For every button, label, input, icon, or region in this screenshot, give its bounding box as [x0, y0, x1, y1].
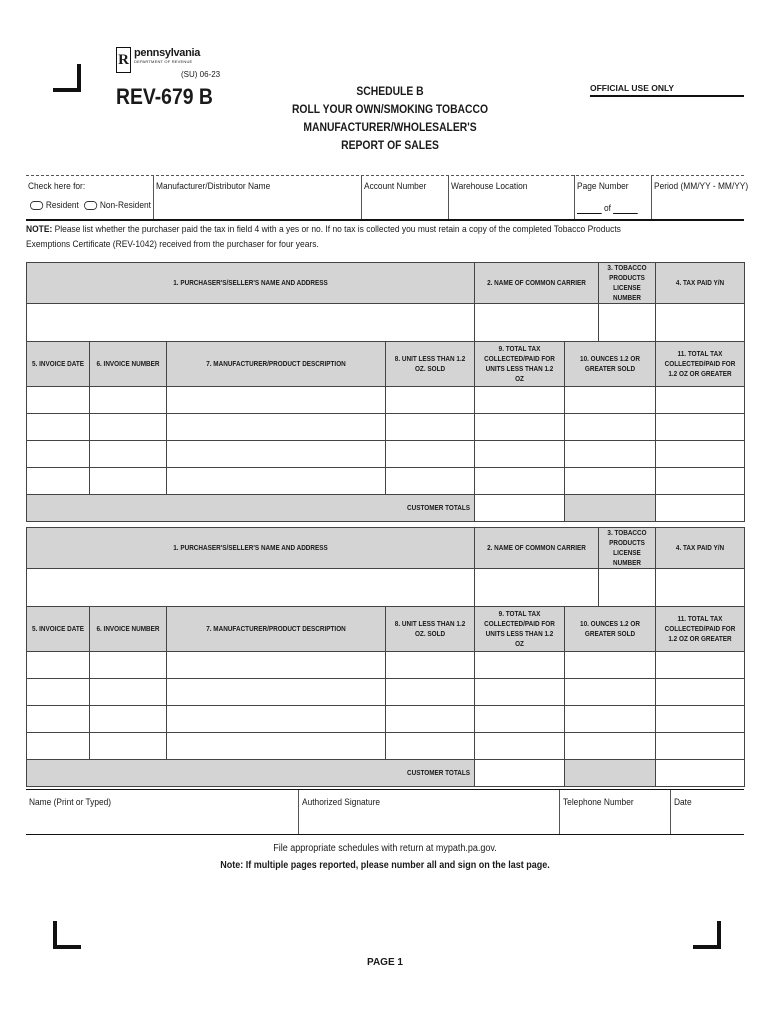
total-tax-greater-cell[interactable]: [656, 495, 745, 522]
ounces-greater-cell[interactable]: [565, 414, 656, 441]
footer-instructions: File appropriate schedules with return at mypath.pa.gov.: [273, 843, 497, 854]
invoice-date-cell[interactable]: [27, 468, 90, 495]
tax-less-header: 9. TOTAL TAX COLLECTED/PAID FOR UNITS LESS THAN 1.2 OZ: [475, 607, 565, 652]
tax-greater-cell[interactable]: [656, 387, 745, 414]
invoice-date-header: 5. INVOICE DATE: [27, 607, 90, 652]
sig-divider: [559, 790, 560, 834]
tax-less-cell[interactable]: [475, 652, 565, 679]
tax-less-cell[interactable]: [475, 468, 565, 495]
purchaser-name-input[interactable]: [27, 569, 475, 607]
common-carrier-header: 2. NAME OF COMMON CARRIER: [475, 263, 599, 304]
sig-divider: [670, 790, 671, 834]
customer-totals-label: CUSTOMER TOTALS: [27, 495, 475, 522]
manufacturer-name-field[interactable]: Manufacturer/Distributor Name: [156, 181, 271, 192]
non-resident-radio[interactable]: [84, 201, 97, 210]
invoice-number-header: 6. INVOICE NUMBER: [90, 607, 167, 652]
tax-paid-input[interactable]: [656, 304, 745, 342]
product-description-header: 7. MANUFACTURER/PRODUCT DESCRIPTION: [167, 607, 386, 652]
product-description-cell[interactable]: [167, 441, 386, 468]
table-row: [27, 387, 745, 414]
invoice-date-cell[interactable]: [27, 733, 90, 760]
product-description-header: 7. MANUFACTURER/PRODUCT DESCRIPTION: [167, 342, 386, 387]
logo-dept: DEPARTMENT OF REVENUE: [134, 59, 193, 64]
product-description-cell[interactable]: [167, 733, 386, 760]
product-description-cell[interactable]: [167, 468, 386, 495]
invoice-number-cell[interactable]: [90, 652, 167, 679]
table-row: [27, 468, 745, 495]
authorized-signature-field[interactable]: Authorized Signature: [302, 797, 381, 808]
units-less-cell[interactable]: [386, 468, 475, 495]
units-less-cell[interactable]: [386, 441, 475, 468]
invoice-date-cell[interactable]: [27, 414, 90, 441]
invoice-number-cell[interactable]: [90, 387, 167, 414]
units-less-cell[interactable]: [386, 652, 475, 679]
non-resident-option[interactable]: [84, 200, 151, 211]
resident-label: Resident: [45, 200, 79, 211]
telephone-field[interactable]: Telephone Number: [563, 797, 634, 808]
common-carrier-input[interactable]: [475, 569, 599, 607]
units-less-cell[interactable]: [386, 387, 475, 414]
tax-greater-cell[interactable]: [656, 652, 745, 679]
info-divider: [574, 175, 575, 219]
tax-greater-cell[interactable]: [656, 414, 745, 441]
ounces-greater-cell[interactable]: [565, 733, 656, 760]
invoice-number-cell[interactable]: [90, 733, 167, 760]
purchaser-name-header: 1. PURCHASER'S/SELLER'S NAME AND ADDRESS: [27, 263, 475, 304]
invoice-date-cell[interactable]: [27, 441, 90, 468]
product-description-cell[interactable]: [167, 706, 386, 733]
table-row: [27, 652, 745, 679]
name-field[interactable]: Name (Print or Typed): [29, 797, 112, 808]
tax-less-cell[interactable]: [475, 679, 565, 706]
invoice-number-cell[interactable]: [90, 679, 167, 706]
note-body: Please list whether the purchaser paid the tax in field 4 with a yes or no. If no tax is collected you must retain a copy of the completed Tobacco Products Exemptions Certificate (REV-1042) received from the purchaser for four years.: [26, 224, 621, 250]
license-number-input[interactable]: [599, 569, 656, 607]
non-resident-label: Non-Resident: [99, 200, 151, 211]
common-carrier-header: 2. NAME OF COMMON CARRIER: [475, 528, 599, 569]
product-description-cell[interactable]: [167, 414, 386, 441]
page-label: PAGE 1: [367, 957, 403, 968]
sales-section-1: [26, 262, 745, 522]
common-carrier-input[interactable]: [475, 304, 599, 342]
of-label: of: [603, 203, 611, 214]
product-description-cell[interactable]: [167, 387, 386, 414]
ounces-greater-header: 10. OUNCES 1.2 OR GREATER SOLD: [565, 607, 656, 652]
info-divider: [448, 175, 449, 219]
customer-totals-label: CUSTOMER TOTALS: [27, 760, 475, 787]
total-tax-greater-cell[interactable]: [656, 760, 745, 787]
invoice-number-cell[interactable]: [90, 414, 167, 441]
units-less-cell[interactable]: [386, 706, 475, 733]
ounces-greater-header: 10. OUNCES 1.2 OR GREATER SOLD: [565, 342, 656, 387]
invoice-date-cell[interactable]: [27, 652, 90, 679]
total-tax-less-cell[interactable]: [475, 760, 565, 787]
invoice-date-cell[interactable]: [27, 706, 90, 733]
keystone-icon: R: [116, 47, 131, 73]
tax-paid-header: 4. TAX PAID Y/N: [656, 263, 745, 304]
tax-less-cell[interactable]: [475, 733, 565, 760]
totals-spacer: [565, 760, 656, 787]
sig-divider: [298, 790, 299, 834]
page-total-blank[interactable]: [613, 204, 638, 214]
ounces-greater-cell[interactable]: [565, 652, 656, 679]
totals-spacer: [565, 495, 656, 522]
tax-less-cell[interactable]: [475, 706, 565, 733]
tax-greater-header: 11. TOTAL TAX COLLECTED/PAID FOR 1.2 OZ OR GREATER: [656, 342, 745, 387]
info-row-top-rule: [26, 175, 744, 176]
signature-row: [26, 789, 744, 835]
title-line-2: ROLL YOUR OWN/SMOKING TOBACCO: [291, 104, 489, 116]
license-number-header: 3. TOBACCO PRODUCTS LICENSE NUMBER: [599, 263, 656, 304]
invoice-date-cell[interactable]: [27, 387, 90, 414]
tax-paid-input[interactable]: [656, 569, 745, 607]
invoice-number-cell[interactable]: [90, 706, 167, 733]
ounces-greater-cell[interactable]: [565, 706, 656, 733]
period-field[interactable]: Period (MM/YY - MM/YY): [654, 181, 749, 192]
corner-mark-bottom-left: [53, 921, 81, 949]
ounces-greater-cell[interactable]: [565, 468, 656, 495]
license-number-header: 3. TOBACCO PRODUCTS LICENSE NUMBER: [599, 528, 656, 569]
logo-name: pennsylvania: [134, 47, 201, 59]
footer-note: Note: If multiple pages reported, please number all and sign on the last page.: [220, 860, 550, 871]
tax-less-cell[interactable]: [475, 441, 565, 468]
note-text: [26, 222, 658, 252]
page-number-label: Page Number: [577, 181, 629, 192]
info-row-bottom-rule: [26, 219, 744, 221]
date-field[interactable]: Date: [674, 797, 692, 808]
tax-paid-header: 4. TAX PAID Y/N: [656, 528, 745, 569]
units-less-cell[interactable]: [386, 679, 475, 706]
tax-greater-cell[interactable]: [656, 441, 745, 468]
note-label: NOTE:: [26, 224, 53, 235]
resident-radio[interactable]: [30, 201, 43, 210]
purchaser-name-input[interactable]: [27, 304, 475, 342]
purchaser-name-header: 1. PURCHASER'S/SELLER'S NAME AND ADDRESS: [27, 528, 475, 569]
table-row: [27, 733, 745, 760]
title-line-3: MANUFACTURER/WHOLESALER'S: [303, 122, 477, 134]
invoice-date-cell[interactable]: [27, 679, 90, 706]
product-description-cell[interactable]: [167, 679, 386, 706]
check-here-label: Check here for:: [28, 181, 86, 192]
table-row: [27, 679, 745, 706]
warehouse-location-field[interactable]: Warehouse Location: [451, 181, 528, 192]
table-row: [27, 414, 745, 441]
title-line-1: SCHEDULE B: [356, 86, 424, 98]
tax-greater-header: 11. TOTAL TAX COLLECTED/PAID FOR 1.2 OZ OR GREATER: [656, 607, 745, 652]
info-divider: [651, 175, 652, 219]
total-tax-less-cell[interactable]: [475, 495, 565, 522]
tax-less-header: 9. TOTAL TAX COLLECTED/PAID FOR UNITS LESS THAN 1.2 OZ: [475, 342, 565, 387]
corner-mark-bottom-right: [693, 921, 721, 949]
table-row: [27, 441, 745, 468]
invoice-date-header: 5. INVOICE DATE: [27, 342, 90, 387]
official-use-field[interactable]: [590, 95, 744, 97]
account-number-field[interactable]: Account Number: [364, 181, 427, 192]
units-less-header: 8. UNIT LESS THAN 1.2 OZ. SOLD: [386, 342, 475, 387]
tax-greater-cell[interactable]: [656, 733, 745, 760]
title-line-4: REPORT OF SALES: [341, 140, 439, 152]
sales-section-2: [26, 527, 745, 787]
units-less-cell[interactable]: [386, 414, 475, 441]
ounces-greater-cell[interactable]: [565, 441, 656, 468]
product-description-cell[interactable]: [167, 652, 386, 679]
invoice-number-header: 6. INVOICE NUMBER: [90, 342, 167, 387]
resident-option[interactable]: [30, 200, 79, 211]
info-divider: [153, 175, 154, 219]
page-number-blank[interactable]: [577, 204, 602, 214]
corner-mark-top-left: [53, 64, 81, 92]
ounces-greater-cell[interactable]: [565, 679, 656, 706]
tax-greater-cell[interactable]: [656, 468, 745, 495]
official-use-label: OFFICIAL USE ONLY: [590, 83, 675, 93]
table-row: [27, 706, 745, 733]
invoice-number-cell[interactable]: [90, 468, 167, 495]
units-less-header: 8. UNIT LESS THAN 1.2 OZ. SOLD: [386, 607, 475, 652]
invoice-number-cell[interactable]: [90, 441, 167, 468]
tax-less-cell[interactable]: [475, 414, 565, 441]
form-number: REV-679 B: [116, 84, 213, 109]
units-less-cell[interactable]: [386, 733, 475, 760]
tax-less-cell[interactable]: [475, 387, 565, 414]
ounces-greater-cell[interactable]: [565, 387, 656, 414]
tax-greater-cell[interactable]: [656, 706, 745, 733]
form-code: (SU) 06-23: [181, 70, 221, 79]
form-title: [282, 83, 498, 155]
page-number-field[interactable]: [577, 203, 638, 214]
tax-greater-cell[interactable]: [656, 679, 745, 706]
info-divider: [361, 175, 362, 219]
license-number-input[interactable]: [599, 304, 656, 342]
